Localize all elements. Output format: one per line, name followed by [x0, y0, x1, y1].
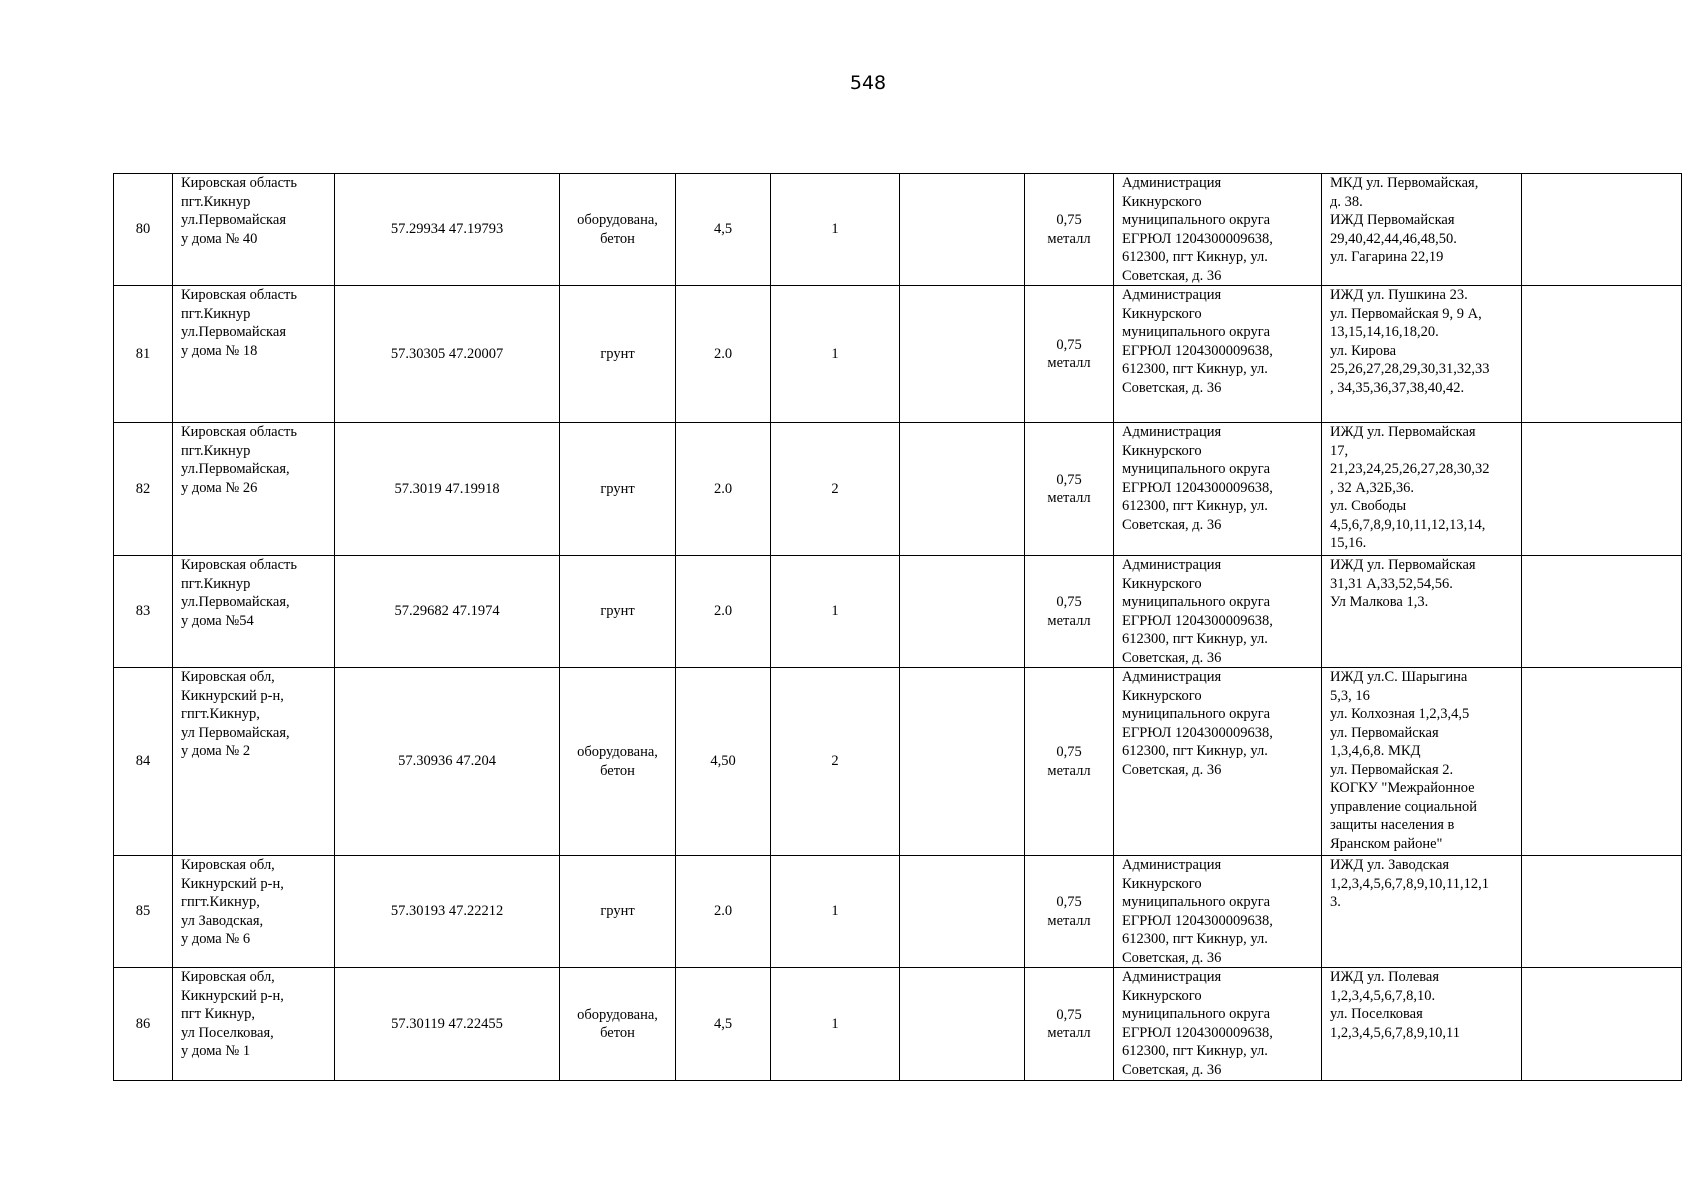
container-volume-cell: 0,75 металл [1025, 968, 1114, 1081]
table-row [114, 856, 1682, 968]
surface-cell: грунт [560, 286, 676, 423]
container-volume-cell: 0,75 металл [1025, 556, 1114, 668]
empty-cell [1522, 556, 1682, 668]
surface-cell: оборудована, бетон [560, 174, 676, 286]
waste-sources-cell: МКД ул. Первомайская, д. 38. ИЖД Первомайская 29,40,42,44,46,48,50. ул. Гагарина 22,19 [1322, 174, 1522, 286]
waste-sources-cell: ИЖД ул. Пушкина 23. ул. Первомайская 9, 9 А, 13,15,14,16,18,20. ул. Кирова 25,26,27,28,29,30,31,32,33 , 34,35,36,37,38,40,42. [1322, 286, 1522, 423]
area-cell: 2.0 [676, 556, 771, 668]
area-cell: 4,50 [676, 668, 771, 856]
owner-cell: Администрация Кикнурского муниципального округа ЕГРЮЛ 1204300009638, 612300, пгт Кикнур, ул. Советская, д. 36 [1114, 856, 1322, 968]
row-number: 80 [114, 174, 173, 286]
empty-cell [1522, 174, 1682, 286]
row-number: 84 [114, 668, 173, 856]
address-cell: Кировская область пгт.Кикнур ул.Первомайская у дома № 18 [173, 286, 335, 423]
table-row [114, 174, 1682, 286]
owner-cell: Администрация Кикнурского муниципального округа ЕГРЮЛ 1204300009638, 612300, пгт Кикнур, ул. Советская, д. 36 [1114, 968, 1322, 1081]
surface-cell: грунт [560, 856, 676, 968]
table-row [114, 968, 1682, 1081]
container-count-cell: 2 [771, 668, 900, 856]
empty-cell [900, 286, 1025, 423]
area-cell: 2.0 [676, 856, 771, 968]
empty-cell [1522, 423, 1682, 556]
container-volume-cell: 0,75 металл [1025, 174, 1114, 286]
container-volume-cell: 0,75 металл [1025, 286, 1114, 423]
coordinates-cell: 57.30193 47.22212 [335, 856, 560, 968]
row-number: 83 [114, 556, 173, 668]
coordinates-cell: 57.29682 47.1974 [335, 556, 560, 668]
container-volume-cell: 0,75 металл [1025, 856, 1114, 968]
waste-sources-cell: ИЖД ул. Полевая 1,2,3,4,5,6,7,8,10. ул. Поселковая 1,2,3,4,5,6,7,8,9,10,11 [1322, 968, 1522, 1081]
container-count-cell: 1 [771, 968, 900, 1081]
empty-cell [900, 174, 1025, 286]
area-cell: 4,5 [676, 174, 771, 286]
area-cell: 2.0 [676, 286, 771, 423]
coordinates-cell: 57.29934 47.19793 [335, 174, 560, 286]
surface-cell: грунт [560, 423, 676, 556]
waste-sources-cell: ИЖД ул.С. Шарыгина 5,3, 16 ул. Колхозная 1,2,3,4,5 ул. Первомайская 1,3,4,6,8. МКД ул. Первомайская 2. КОГКУ "Межрайонное управление социальной защиты населения в Яранском районе" [1322, 668, 1522, 856]
owner-cell: Администрация Кикнурского муниципального округа ЕГРЮЛ 1204300009638, 612300, пгт Кикнур, ул. Советская, д. 36 [1114, 286, 1322, 423]
empty-cell [900, 423, 1025, 556]
empty-cell [900, 556, 1025, 668]
container-volume-cell: 0,75 металл [1025, 668, 1114, 856]
surface-cell: оборудована, бетон [560, 968, 676, 1081]
empty-cell [900, 856, 1025, 968]
container-count-cell: 1 [771, 556, 900, 668]
row-number: 81 [114, 286, 173, 423]
table-row [114, 668, 1682, 856]
container-count-cell: 1 [771, 286, 900, 423]
empty-cell [900, 968, 1025, 1081]
table-row [114, 423, 1682, 556]
row-number: 85 [114, 856, 173, 968]
container-count-cell: 1 [771, 856, 900, 968]
waste-sources-cell: ИЖД ул. Первомайская 17, 21,23,24,25,26,27,28,30,32 , 32 А,32Б,36. ул. Свободы 4,5,6,7,8,9,10,11,12,13,14, 15,16. [1322, 423, 1522, 556]
area-cell: 4,5 [676, 968, 771, 1081]
container-count-cell: 1 [771, 174, 900, 286]
page-number: 548 [849, 72, 887, 94]
empty-cell [1522, 968, 1682, 1081]
owner-cell: Администрация Кикнурского муниципального округа ЕГРЮЛ 1204300009638, 612300, пгт Кикнур, ул. Советская, д. 36 [1114, 174, 1322, 286]
row-number: 86 [114, 968, 173, 1081]
owner-cell: Администрация Кикнурского муниципального округа ЕГРЮЛ 1204300009638, 612300, пгт Кикнур, ул. Советская, д. 36 [1114, 556, 1322, 668]
surface-cell: оборудована, бетон [560, 668, 676, 856]
waste-sources-cell: ИЖД ул. Заводская 1,2,3,4,5,6,7,8,9,10,11,12,1 3. [1322, 856, 1522, 968]
coordinates-cell: 57.30305 47.20007 [335, 286, 560, 423]
owner-cell: Администрация Кикнурского муниципального округа ЕГРЮЛ 1204300009638, 612300, пгт Кикнур, ул. Советская, д. 36 [1114, 423, 1322, 556]
row-number: 82 [114, 423, 173, 556]
address-cell: Кировская область пгт.Кикнур ул.Первомайская у дома № 40 [173, 174, 335, 286]
container-count-cell: 2 [771, 423, 900, 556]
surface-cell: грунт [560, 556, 676, 668]
empty-cell [1522, 856, 1682, 968]
container-volume-cell: 0,75 металл [1025, 423, 1114, 556]
sites-table [113, 173, 1682, 1081]
empty-cell [900, 668, 1025, 856]
waste-sources-cell: ИЖД ул. Первомайская 31,31 А,33,52,54,56. Ул Малкова 1,3. [1322, 556, 1522, 668]
empty-cell [1522, 286, 1682, 423]
empty-cell [1522, 668, 1682, 856]
table-row [114, 556, 1682, 668]
coordinates-cell: 57.30119 47.22455 [335, 968, 560, 1081]
area-cell: 2.0 [676, 423, 771, 556]
address-cell: Кировская обл, Кикнурский р-н, гпгт.Кикнур, ул Первомайская, у дома № 2 [173, 668, 335, 856]
table-row [114, 286, 1682, 423]
coordinates-cell: 57.3019 47.19918 [335, 423, 560, 556]
coordinates-cell: 57.30936 47.204 [335, 668, 560, 856]
address-cell: Кировская область пгт.Кикнур ул.Первомайская, у дома № 26 [173, 423, 335, 556]
owner-cell: Администрация Кикнурского муниципального округа ЕГРЮЛ 1204300009638, 612300, пгт Кикнур, ул. Советская, д. 36 [1114, 668, 1322, 856]
address-cell: Кировская обл, Кикнурский р-н, гпгт.Кикнур, ул Заводская, у дома № 6 [173, 856, 335, 968]
address-cell: Кировская область пгт.Кикнур ул.Первомайская, у дома №54 [173, 556, 335, 668]
address-cell: Кировская обл, Кикнурский р-н, пгт Кикнур, ул Поселковая, у дома № 1 [173, 968, 335, 1081]
